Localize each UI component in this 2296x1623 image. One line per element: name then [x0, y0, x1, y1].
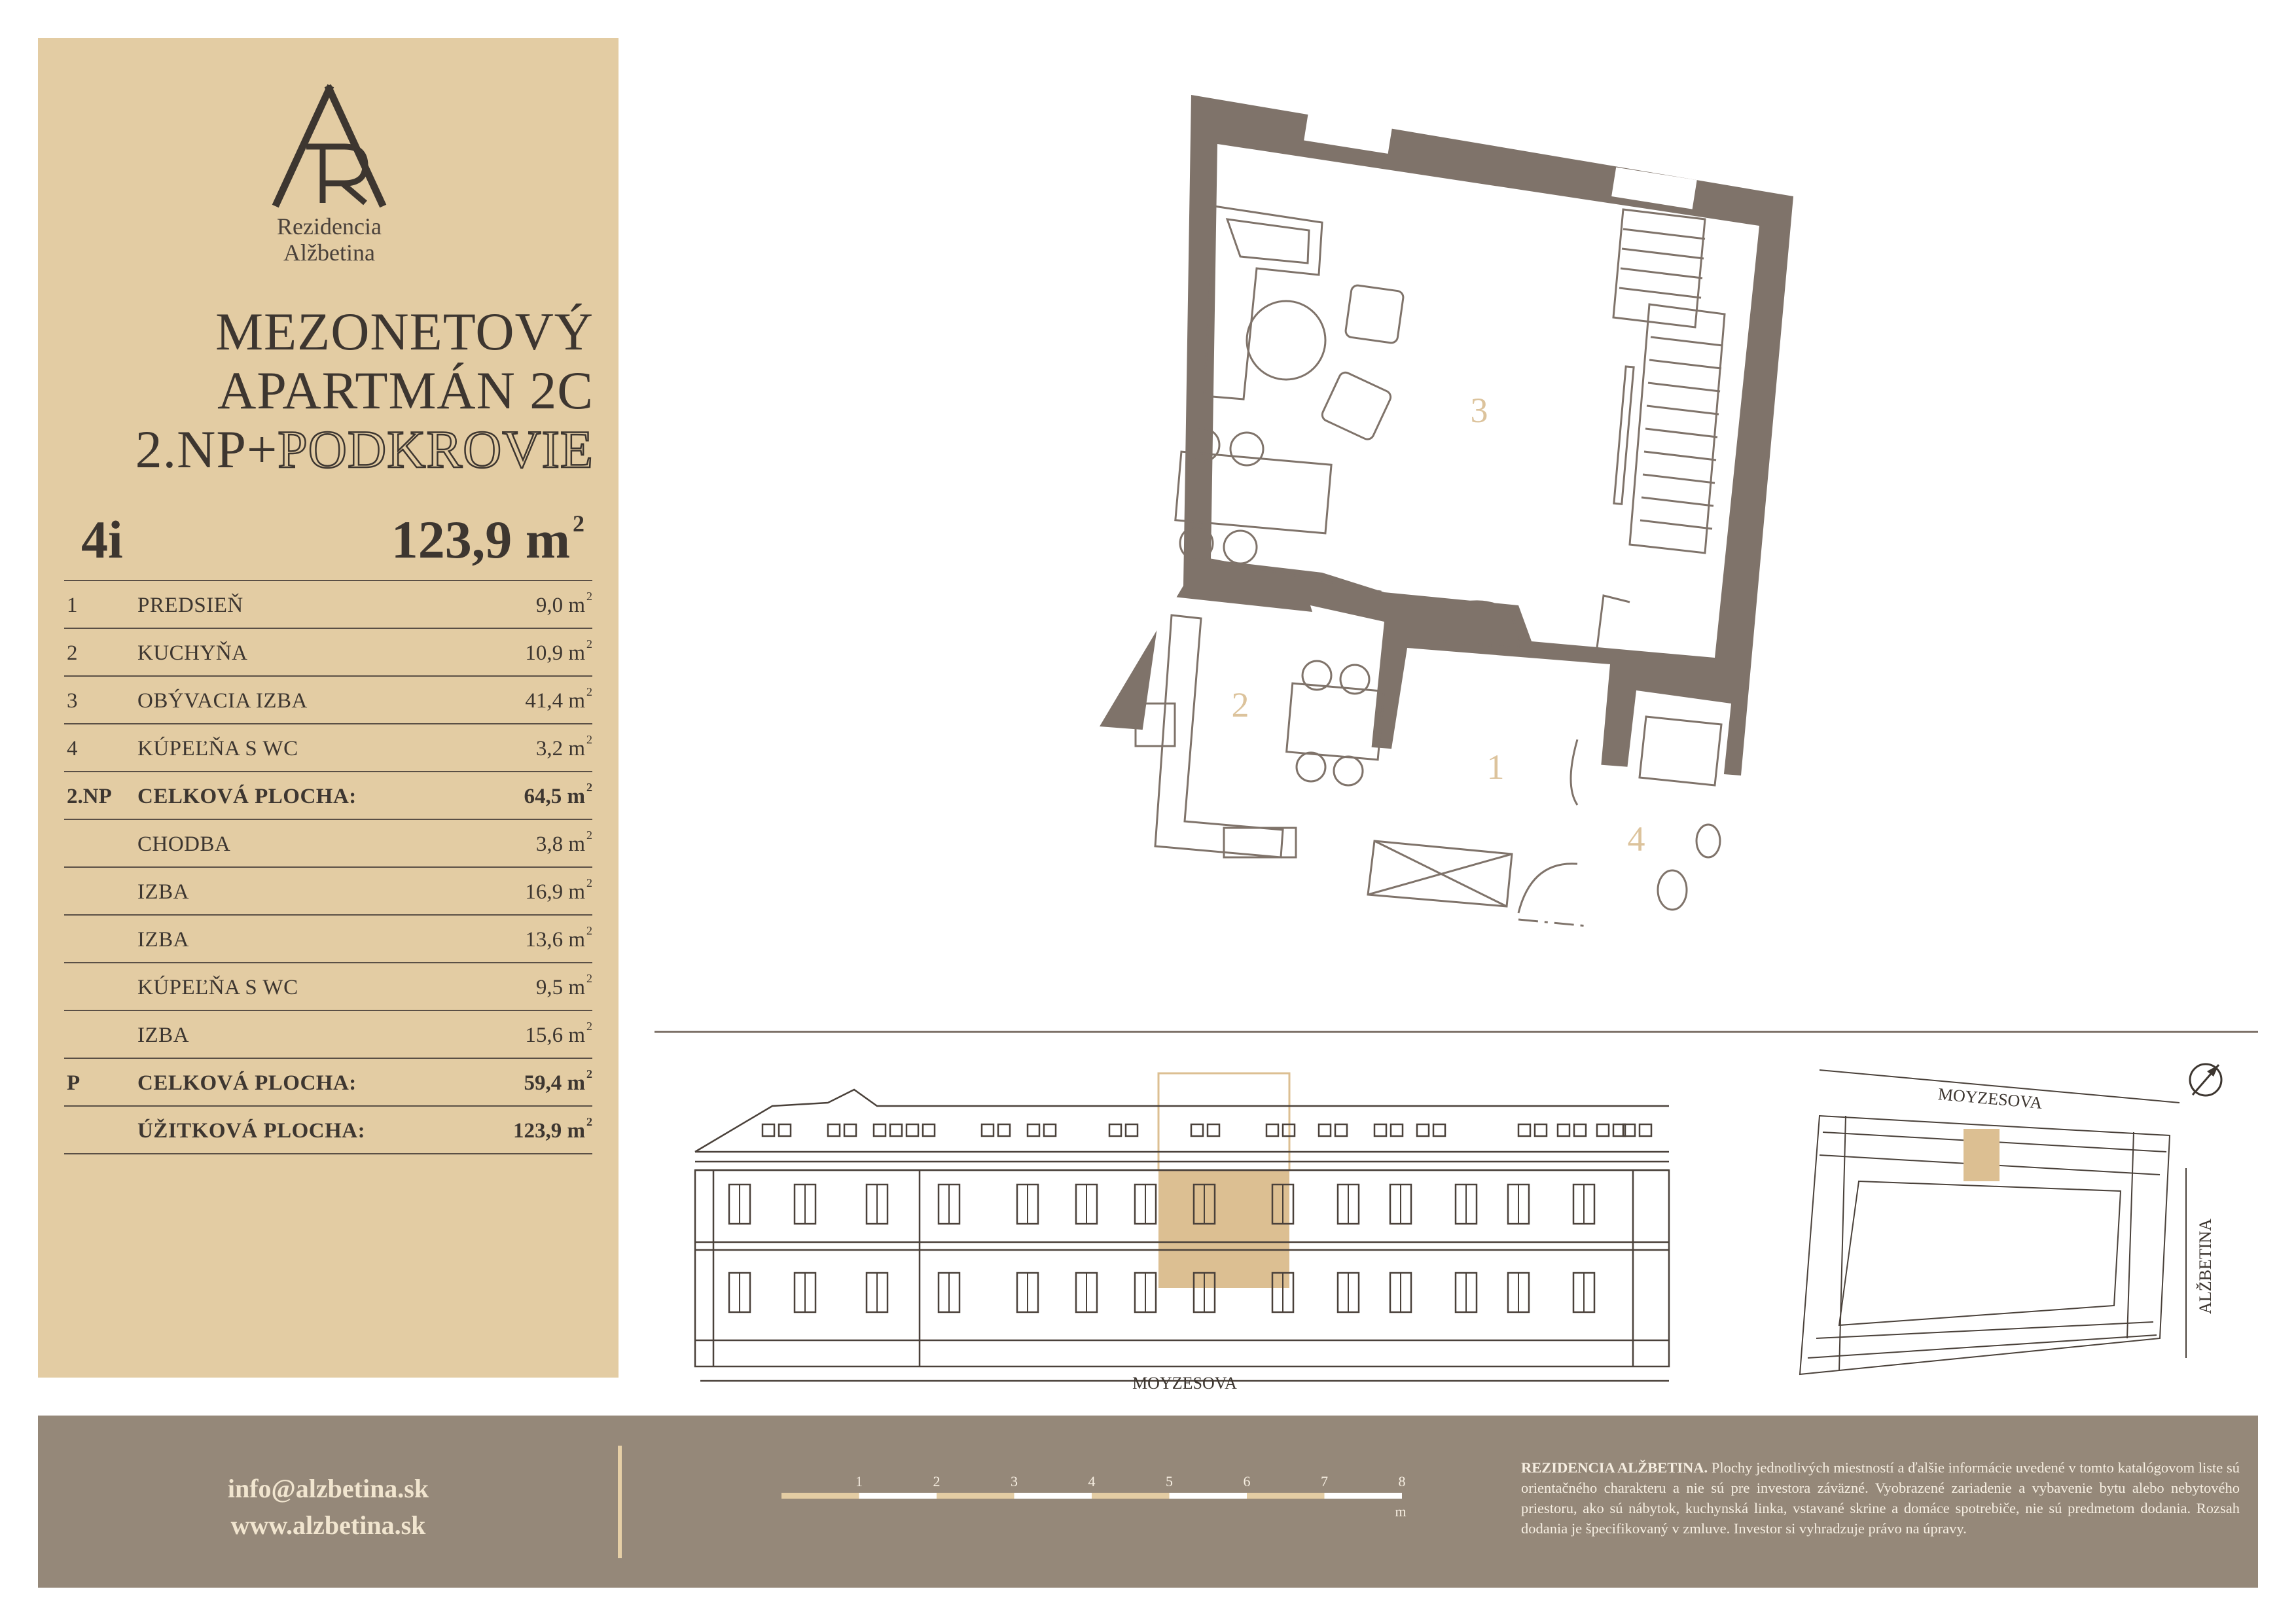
area-row-value	[525, 685, 592, 713]
area-row	[64, 724, 592, 772]
dormer-window	[874, 1124, 886, 1136]
scale-tick-label: 1	[855, 1473, 863, 1489]
site-street-top: MOYZESOVA	[1937, 1084, 2043, 1113]
dormer-window	[1518, 1124, 1530, 1136]
area-row-value-text: 15,6 m	[525, 1024, 585, 1047]
scale-tick-label: 5	[1166, 1473, 1173, 1489]
disclaimer	[1521, 1457, 2240, 1539]
area-row-name: PREDSIEŇ	[137, 594, 243, 617]
room-number-4: 4	[1627, 819, 1645, 859]
area-row-value-sup: 2	[586, 924, 592, 937]
area-row	[64, 629, 592, 677]
dormer-window	[890, 1124, 902, 1136]
disclaimer-lead: REZIDENCIA ALŽBETINA.	[1521, 1459, 1708, 1476]
scale-segment	[937, 1493, 1014, 1499]
walls	[1100, 95, 1793, 935]
area-row-value-sup: 2	[586, 1115, 592, 1128]
area-table	[64, 580, 592, 1154]
total-area-value: 123,9 m	[391, 510, 570, 569]
area-row-value	[535, 972, 592, 1000]
area-row-value	[513, 1115, 592, 1143]
dormer-window	[1191, 1124, 1203, 1136]
area-row	[64, 916, 592, 963]
dormer-window	[982, 1124, 994, 1136]
room-number-1: 1	[1486, 747, 1505, 787]
contact-website[interactable]: www.alzbetina.sk	[230, 1510, 426, 1540]
dormer-window	[1535, 1124, 1547, 1136]
area-row-value-text: 16,9 m	[525, 880, 585, 904]
area-row-name: CHODBA	[137, 832, 231, 856]
dormer-window	[998, 1124, 1010, 1136]
area-row-name: IZBA	[137, 1024, 189, 1047]
area-row-value-text: 59,4 m	[524, 1071, 585, 1095]
total-area	[391, 509, 584, 571]
dormer-window	[1208, 1124, 1219, 1136]
area-row-value-text: 3,8 m	[535, 832, 585, 856]
area-row	[64, 677, 592, 724]
area-row	[64, 868, 592, 916]
area-row-value-sup: 2	[586, 1067, 592, 1080]
scale-segment	[1170, 1493, 1247, 1499]
area-row-value-text: 3,2 m	[535, 737, 585, 760]
dormer-window	[906, 1124, 918, 1136]
dormer-window	[828, 1124, 840, 1136]
dormer-window	[1335, 1124, 1347, 1136]
floor-plan	[1060, 79, 1833, 995]
area-row-value	[525, 924, 592, 952]
area-row-value-sup: 2	[586, 1020, 592, 1033]
total-area-unit-sup: 2	[573, 510, 584, 537]
area-row	[64, 963, 592, 1011]
dormer-window	[923, 1124, 935, 1136]
area-row-name: OBÝVACIA IZBA	[137, 689, 308, 713]
dormer-window	[1597, 1124, 1609, 1136]
area-row-value-text: 9,0 m	[535, 594, 585, 617]
dormer-window	[1374, 1124, 1386, 1136]
footer	[38, 1416, 2258, 1588]
dormer-window	[1126, 1124, 1138, 1136]
area-row	[64, 820, 592, 868]
site-apartment-highlight	[1964, 1129, 2000, 1181]
area-row-number: 1	[67, 594, 78, 617]
dormer-window	[762, 1124, 774, 1136]
scale-tick-label: 3	[1011, 1473, 1018, 1489]
area-row-value-text: 9,5 m	[535, 976, 585, 999]
facade-street-label: MOYZESOVA	[1132, 1374, 1237, 1393]
scale-segment	[859, 1493, 937, 1499]
area-row-name: KÚPEĽŇA S WC	[137, 976, 298, 999]
scale-segment	[1014, 1493, 1092, 1499]
area-row-name: CELKOVÁ PLOCHA:	[137, 1071, 357, 1095]
area-row-number: P	[67, 1071, 81, 1095]
scale-tick-label: 2	[933, 1473, 941, 1489]
area-row-value-sup: 2	[586, 829, 592, 842]
scale-unit: m	[1395, 1503, 1407, 1520]
scale-tick-label: 8	[1398, 1473, 1406, 1489]
area-row-number: 3	[67, 689, 78, 713]
area-row-value-sup: 2	[586, 733, 592, 746]
site-street-right: ALŽBETINA	[2196, 1219, 2215, 1314]
area-row	[64, 1011, 592, 1059]
facade-dormers	[762, 1124, 1651, 1136]
dormer-window	[1319, 1124, 1331, 1136]
area-row-value	[524, 781, 593, 809]
area-row-name: KUCHYŇA	[137, 641, 248, 665]
area-row-value	[535, 590, 592, 618]
dormer-window	[1044, 1124, 1056, 1136]
area-row-value	[525, 637, 592, 666]
dormer-window	[1391, 1124, 1403, 1136]
title-line-1: MEZONETOVÝ	[215, 302, 594, 361]
dormer-window	[1028, 1124, 1039, 1136]
area-row-value-text: 123,9 m	[513, 1119, 585, 1143]
area-row	[64, 1107, 592, 1154]
room-count: 4i	[81, 510, 123, 569]
scale-tick-label: 7	[1321, 1473, 1328, 1489]
area-row-value-sup: 2	[586, 637, 592, 651]
area-row-value	[535, 829, 592, 857]
dormer-window	[1433, 1124, 1445, 1136]
area-row-value	[525, 1020, 592, 1048]
room-number-3: 3	[1470, 391, 1488, 430]
scale-segment	[781, 1493, 859, 1499]
area-row-number: 2.NP	[67, 785, 112, 808]
area-row-number: 4	[67, 737, 78, 760]
dormer-window	[779, 1124, 791, 1136]
brand-name-line2: Alžbetina	[283, 240, 375, 266]
scale-segment	[1092, 1493, 1170, 1499]
title-line-2: APARTMÁN 2C	[217, 361, 594, 420]
dormer-window	[844, 1124, 856, 1136]
dormer-window	[1558, 1124, 1570, 1136]
area-row-value-text: 64,5 m	[524, 785, 585, 808]
scale-tick-label: 6	[1243, 1473, 1251, 1489]
area-row	[64, 580, 592, 629]
area-row-name: CELKOVÁ PLOCHA:	[137, 785, 357, 808]
info-panel	[38, 38, 619, 1378]
room-2-floor	[1126, 596, 1384, 880]
room-number-2: 2	[1231, 685, 1249, 724]
area-row-name: KÚPEĽŇA S WC	[137, 737, 298, 760]
dormer-window	[1266, 1124, 1278, 1136]
title-floor-prefix: 2.NP+	[135, 419, 278, 479]
area-row-value-sup: 2	[586, 972, 592, 985]
area-row-value-sup: 2	[586, 876, 592, 889]
dormer-window	[1574, 1124, 1586, 1136]
area-row-value-text: 10,9 m	[525, 641, 585, 665]
dormer-window	[1640, 1124, 1651, 1136]
scale-tick-label: 4	[1088, 1473, 1096, 1489]
facade-elevation	[687, 1054, 1682, 1394]
area-row	[64, 1059, 592, 1107]
apartment-highlight	[1158, 1170, 1289, 1288]
dormer-window	[1417, 1124, 1429, 1136]
area-row-value-sup: 2	[586, 590, 592, 603]
brand-name-line1: Rezidencia	[277, 213, 382, 240]
area-row-name: IZBA	[137, 928, 189, 952]
area-row-name: ÚŽITKOVÁ PLOCHA:	[137, 1119, 366, 1143]
dormer-window	[1109, 1124, 1121, 1136]
scale-segment	[1247, 1493, 1325, 1499]
area-row-value-text: 41,4 m	[525, 689, 585, 713]
area-row-value-sup: 2	[586, 781, 592, 794]
site-plan	[1767, 1050, 2258, 1391]
logo-monogram-icon	[260, 84, 398, 208]
area-row	[64, 772, 592, 820]
area-row-value-sup: 2	[586, 685, 592, 698]
disclaimer-text: Plochy jednotlivých miestností a ďalšie informácie uvedené v tomto katalógovom liste sú orientačného charakteru a nie sú pre investora záväzné. Vyobrazené zariadenie a vybavenie bytu alebo nebytového priestoru, ako sú nábytok, kuchynská linka, vstavané skrine a domáce spotrebiče, nie sú predmetom dodania. Rozsah dodania je špecifikovaný v zmluve. Investor si vyhradzuje právo na úpravy.	[1521, 1459, 2240, 1537]
scale-bar	[742, 1452, 1410, 1531]
area-row-value-text: 13,6 m	[525, 928, 585, 952]
area-row-value	[535, 733, 592, 761]
area-row-name: IZBA	[137, 880, 189, 904]
title-floor-outline: PODKROVIE	[278, 419, 594, 479]
brand-logo	[260, 84, 398, 208]
compass-icon	[2190, 1064, 2221, 1096]
scale-segment	[1325, 1493, 1403, 1499]
title-line-3	[135, 420, 594, 479]
area-row-number: 2	[67, 641, 78, 665]
area-row-value	[524, 1067, 593, 1096]
contact-email[interactable]: info@alzbetina.sk	[227, 1474, 429, 1503]
section-divider	[655, 1031, 2258, 1033]
footer-divider	[618, 1446, 622, 1558]
area-row-value	[525, 876, 592, 904]
